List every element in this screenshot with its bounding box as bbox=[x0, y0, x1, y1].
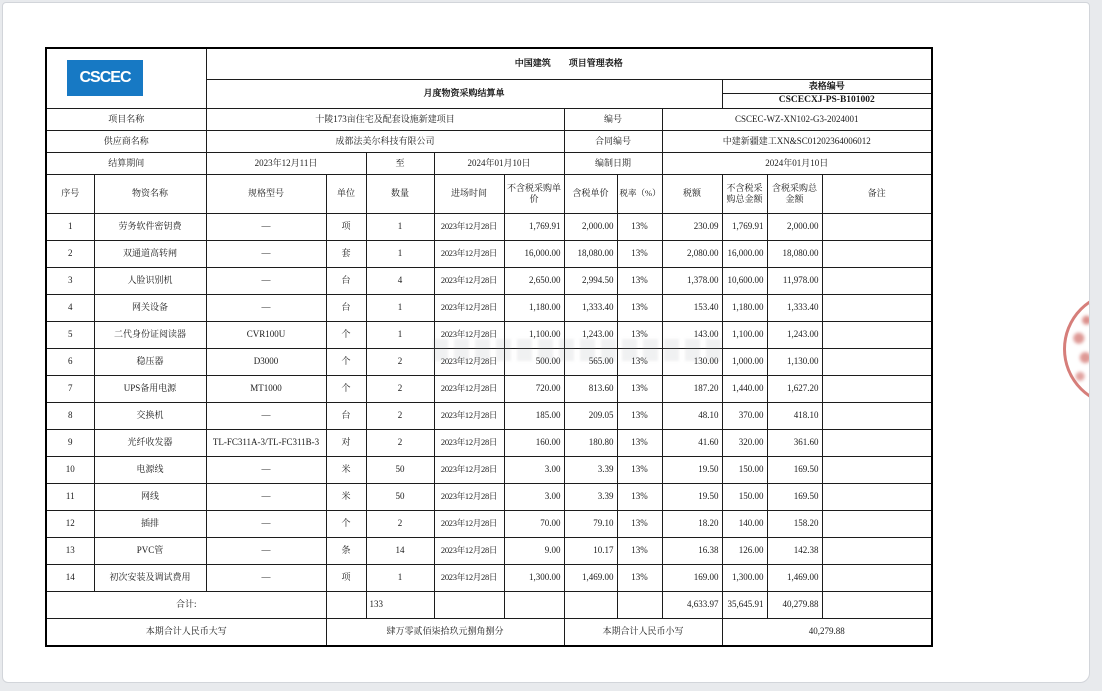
cell-seq: 4 bbox=[46, 294, 94, 321]
col-header-spec: 规格型号 bbox=[206, 174, 326, 213]
col-header-total-ex-tax: 不含税采购总金额 bbox=[722, 174, 767, 213]
cell-price-ex-tax: 1,180.00 bbox=[504, 294, 564, 321]
cell-price-inc-tax: 180.80 bbox=[564, 429, 617, 456]
cell-price-ex-tax: 16,000.00 bbox=[504, 240, 564, 267]
cell-tax-rate: 13% bbox=[617, 375, 662, 402]
cell-tax-rate: 13% bbox=[617, 240, 662, 267]
cell-qty: 2 bbox=[366, 402, 434, 429]
cell-date: 2023年12月28日 bbox=[434, 321, 504, 348]
cell-unit: 条 bbox=[326, 537, 366, 564]
cell-seq: 3 bbox=[46, 267, 94, 294]
cell-spec: — bbox=[206, 294, 326, 321]
cell-spec: TL-FC311A-3/TL-FC311B-3 bbox=[206, 429, 326, 456]
cell-total-ex-tax: 1,440.00 bbox=[722, 375, 767, 402]
cell-remark bbox=[822, 213, 932, 240]
cell-price-inc-tax: 3.39 bbox=[564, 483, 617, 510]
settlement-form-table bbox=[45, 47, 933, 647]
cell-spec: — bbox=[206, 267, 326, 294]
project-name-value: 十陵173亩住宅及配套设施新建项目 bbox=[206, 108, 564, 130]
cell-price-inc-tax: 2,994.50 bbox=[564, 267, 617, 294]
cell-tax-amount: 48.10 bbox=[662, 402, 722, 429]
form-number-value: CSCECXJ-PS-B101002 bbox=[778, 94, 875, 105]
cell-total-inc-tax: 418.10 bbox=[767, 402, 822, 429]
total-date-empty bbox=[434, 591, 504, 618]
prepared-date-label: 编制日期 bbox=[564, 152, 662, 174]
code-value: CSCEC-WZ-XN102-G3-2024001 bbox=[662, 108, 932, 130]
cell-qty: 2 bbox=[366, 429, 434, 456]
cell-name: 双通道高转闸 bbox=[94, 240, 206, 267]
cell-remark bbox=[822, 537, 932, 564]
cell-total-ex-tax: 10,600.00 bbox=[722, 267, 767, 294]
company-logo-cell bbox=[46, 48, 206, 108]
cell-tax-rate: 13% bbox=[617, 483, 662, 510]
cell-price-ex-tax: 500.00 bbox=[504, 348, 564, 375]
cell-name: PVC管 bbox=[94, 537, 206, 564]
cell-spec: — bbox=[206, 510, 326, 537]
cell-remark bbox=[822, 321, 932, 348]
cell-total-ex-tax: 1,000.00 bbox=[722, 348, 767, 375]
cell-price-ex-tax: 1,300.00 bbox=[504, 564, 564, 591]
cell-price-ex-tax: 720.00 bbox=[504, 375, 564, 402]
contract-no-label: 合同编号 bbox=[564, 130, 662, 152]
cell-seq: 13 bbox=[46, 537, 94, 564]
material-row bbox=[46, 564, 932, 591]
cell-total-ex-tax: 1,180.00 bbox=[722, 294, 767, 321]
cell-name: 网线 bbox=[94, 483, 206, 510]
cell-remark bbox=[822, 375, 932, 402]
cell-tax-rate: 13% bbox=[617, 294, 662, 321]
cell-tax-amount: 130.00 bbox=[662, 348, 722, 375]
cell-tax-rate: 13% bbox=[617, 429, 662, 456]
cell-total-inc-tax: 11,978.00 bbox=[767, 267, 822, 294]
cell-total-inc-tax: 361.60 bbox=[767, 429, 822, 456]
total-rate-empty bbox=[617, 591, 662, 618]
form-number-label: 表格编号 bbox=[723, 80, 932, 94]
cell-price-inc-tax: 79.10 bbox=[564, 510, 617, 537]
org-title: 中国建筑 项目管理表格 bbox=[206, 48, 932, 79]
cell-qty: 1 bbox=[366, 321, 434, 348]
cell-total-ex-tax: 1,300.00 bbox=[722, 564, 767, 591]
cell-name: 网关设备 bbox=[94, 294, 206, 321]
col-header-unit: 单位 bbox=[326, 174, 366, 213]
cell-seq: 8 bbox=[46, 402, 94, 429]
cell-date: 2023年12月28日 bbox=[434, 456, 504, 483]
col-header-price-inc-tax: 含税单价 bbox=[564, 174, 617, 213]
cell-price-ex-tax: 3.00 bbox=[504, 456, 564, 483]
amount-figures-label: 本期合计人民币小写 bbox=[564, 618, 722, 646]
cell-tax-amount: 19.50 bbox=[662, 483, 722, 510]
cell-seq: 9 bbox=[46, 429, 94, 456]
cell-price-inc-tax: 1,333.40 bbox=[564, 294, 617, 321]
prepared-date-value: 2024年01月10日 bbox=[662, 152, 932, 174]
red-seal-characters bbox=[1071, 313, 1090, 385]
cell-tax-rate: 13% bbox=[617, 402, 662, 429]
col-header-seq: 序号 bbox=[46, 174, 94, 213]
cell-unit: 对 bbox=[326, 429, 366, 456]
red-seal-stamp bbox=[1063, 291, 1090, 407]
cell-total-ex-tax: 1,100.00 bbox=[722, 321, 767, 348]
cell-date: 2023年12月28日 bbox=[434, 267, 504, 294]
cell-date: 2023年12月28日 bbox=[434, 537, 504, 564]
cell-price-inc-tax: 209.05 bbox=[564, 402, 617, 429]
total-tax-amount: 4,633.97 bbox=[662, 591, 722, 618]
cell-total-inc-tax: 158.20 bbox=[767, 510, 822, 537]
amount-words-row bbox=[46, 618, 932, 646]
cell-remark bbox=[822, 267, 932, 294]
cell-tax-rate: 13% bbox=[617, 537, 662, 564]
cell-total-inc-tax: 1,333.40 bbox=[767, 294, 822, 321]
col-header-qty: 数量 bbox=[366, 174, 434, 213]
project-name-label: 项目名称 bbox=[46, 108, 206, 130]
cell-tax-rate: 13% bbox=[617, 348, 662, 375]
cell-name: 劳务软件密钥费 bbox=[94, 213, 206, 240]
form-title: 月度物资采购结算单 bbox=[206, 79, 722, 108]
total-price-inc-empty bbox=[564, 591, 617, 618]
total-price-ex-empty bbox=[504, 591, 564, 618]
cell-qty: 50 bbox=[366, 483, 434, 510]
cell-name: 插排 bbox=[94, 510, 206, 537]
cell-price-ex-tax: 160.00 bbox=[504, 429, 564, 456]
cell-name: 人脸识别机 bbox=[94, 267, 206, 294]
cell-tax-amount: 16.38 bbox=[662, 537, 722, 564]
document-page bbox=[2, 2, 1090, 683]
cell-tax-rate: 13% bbox=[617, 267, 662, 294]
cell-spec: — bbox=[206, 240, 326, 267]
cscec-logo: CSCEC bbox=[67, 60, 143, 96]
cell-tax-rate: 13% bbox=[617, 213, 662, 240]
cell-unit: 个 bbox=[326, 321, 366, 348]
cell-unit: 台 bbox=[326, 267, 366, 294]
cell-price-inc-tax: 3.39 bbox=[564, 456, 617, 483]
cell-date: 2023年12月28日 bbox=[434, 564, 504, 591]
cell-name: 稳压器 bbox=[94, 348, 206, 375]
amount-figures-value: 40,279.88 bbox=[722, 618, 932, 646]
cell-tax-amount: 230.09 bbox=[662, 213, 722, 240]
cell-price-inc-tax: 10.17 bbox=[564, 537, 617, 564]
period-to-word: 至 bbox=[366, 152, 434, 174]
cell-unit: 项 bbox=[326, 213, 366, 240]
material-row bbox=[46, 375, 932, 402]
cell-tax-amount: 187.20 bbox=[662, 375, 722, 402]
supplier-value: 成都法美尔科技有限公司 bbox=[206, 130, 564, 152]
total-label: 合计: bbox=[46, 591, 326, 618]
cell-seq: 14 bbox=[46, 564, 94, 591]
cell-spec: — bbox=[206, 213, 326, 240]
cell-total-inc-tax: 169.50 bbox=[767, 483, 822, 510]
cell-qty: 1 bbox=[366, 213, 434, 240]
cell-spec: — bbox=[206, 537, 326, 564]
cell-seq: 12 bbox=[46, 510, 94, 537]
cell-qty: 14 bbox=[366, 537, 434, 564]
material-row bbox=[46, 348, 932, 375]
cell-remark bbox=[822, 402, 932, 429]
cell-name: 光纤收发器 bbox=[94, 429, 206, 456]
cell-remark bbox=[822, 429, 932, 456]
contract-no-value: 中建新疆建工XN&SC01202364006012 bbox=[662, 130, 932, 152]
cell-date: 2023年12月28日 bbox=[434, 240, 504, 267]
cell-total-ex-tax: 126.00 bbox=[722, 537, 767, 564]
cell-tax-rate: 13% bbox=[617, 456, 662, 483]
cell-remark bbox=[822, 483, 932, 510]
cell-price-ex-tax: 3.00 bbox=[504, 483, 564, 510]
cell-qty: 1 bbox=[366, 564, 434, 591]
cell-price-ex-tax: 2,650.00 bbox=[504, 267, 564, 294]
cell-name: 交换机 bbox=[94, 402, 206, 429]
cell-date: 2023年12月28日 bbox=[434, 375, 504, 402]
cell-total-ex-tax: 370.00 bbox=[722, 402, 767, 429]
cell-qty: 2 bbox=[366, 348, 434, 375]
total-unit-empty bbox=[326, 591, 366, 618]
cell-qty: 2 bbox=[366, 375, 434, 402]
cell-seq: 7 bbox=[46, 375, 94, 402]
cell-price-inc-tax: 1,469.00 bbox=[564, 564, 617, 591]
cell-tax-rate: 13% bbox=[617, 564, 662, 591]
cell-unit: 米 bbox=[326, 456, 366, 483]
total-row bbox=[46, 591, 932, 618]
cell-price-ex-tax: 9.00 bbox=[504, 537, 564, 564]
cell-unit: 个 bbox=[326, 348, 366, 375]
cell-qty: 1 bbox=[366, 240, 434, 267]
total-qty: 133 bbox=[366, 591, 434, 618]
cell-name: UPS备用电源 bbox=[94, 375, 206, 402]
cell-total-inc-tax: 169.50 bbox=[767, 456, 822, 483]
cell-name: 二代身份证阅读器 bbox=[94, 321, 206, 348]
code-label: 编号 bbox=[564, 108, 662, 130]
cell-price-inc-tax: 565.00 bbox=[564, 348, 617, 375]
cell-remark bbox=[822, 564, 932, 591]
cell-remark bbox=[822, 348, 932, 375]
cell-name: 初次安装及调试费用 bbox=[94, 564, 206, 591]
col-header-price-ex-tax: 不含税采购单价 bbox=[504, 174, 564, 213]
cell-spec: CVR100U bbox=[206, 321, 326, 348]
cell-date: 2023年12月28日 bbox=[434, 294, 504, 321]
cell-total-ex-tax: 150.00 bbox=[722, 483, 767, 510]
col-header-remark: 备注 bbox=[822, 174, 932, 213]
cell-spec: — bbox=[206, 483, 326, 510]
cell-unit: 个 bbox=[326, 375, 366, 402]
cell-date: 2023年12月28日 bbox=[434, 402, 504, 429]
amount-words-value: 肆万零贰佰柒拾玖元捌角捌分 bbox=[326, 618, 564, 646]
cell-total-ex-tax: 150.00 bbox=[722, 456, 767, 483]
cell-tax-amount: 2,080.00 bbox=[662, 240, 722, 267]
total-remark-empty bbox=[822, 591, 932, 618]
cell-unit: 米 bbox=[326, 483, 366, 510]
material-row bbox=[46, 510, 932, 537]
cell-total-ex-tax: 1,769.91 bbox=[722, 213, 767, 240]
material-row bbox=[46, 213, 932, 240]
cell-date: 2023年12月28日 bbox=[434, 483, 504, 510]
col-header-name: 物资名称 bbox=[94, 174, 206, 213]
cell-tax-amount: 169.00 bbox=[662, 564, 722, 591]
cell-tax-rate: 13% bbox=[617, 321, 662, 348]
cell-tax-amount: 19.50 bbox=[662, 456, 722, 483]
period-from: 2023年12月11日 bbox=[206, 152, 366, 174]
cell-date: 2023年12月28日 bbox=[434, 348, 504, 375]
form-number-box bbox=[722, 79, 932, 108]
material-row bbox=[46, 321, 932, 348]
cell-seq: 5 bbox=[46, 321, 94, 348]
cell-total-inc-tax: 18,080.00 bbox=[767, 240, 822, 267]
cell-tax-amount: 18.20 bbox=[662, 510, 722, 537]
cell-qty: 1 bbox=[366, 294, 434, 321]
cell-spec: MT1000 bbox=[206, 375, 326, 402]
cell-total-inc-tax: 1,469.00 bbox=[767, 564, 822, 591]
cell-total-ex-tax: 140.00 bbox=[722, 510, 767, 537]
cell-spec: — bbox=[206, 456, 326, 483]
col-header-tax-amount: 税额 bbox=[662, 174, 722, 213]
cell-price-ex-tax: 70.00 bbox=[504, 510, 564, 537]
material-row bbox=[46, 240, 932, 267]
cell-unit: 台 bbox=[326, 294, 366, 321]
cell-price-ex-tax: 1,100.00 bbox=[504, 321, 564, 348]
cell-qty: 4 bbox=[366, 267, 434, 294]
cell-remark bbox=[822, 240, 932, 267]
col-header-date: 进场时间 bbox=[434, 174, 504, 213]
cell-date: 2023年12月28日 bbox=[434, 429, 504, 456]
cell-name: 电源线 bbox=[94, 456, 206, 483]
cell-price-inc-tax: 1,243.00 bbox=[564, 321, 617, 348]
col-header-total-inc-tax: 含税采购总金额 bbox=[767, 174, 822, 213]
cell-date: 2023年12月28日 bbox=[434, 510, 504, 537]
cell-unit: 套 bbox=[326, 240, 366, 267]
material-row bbox=[46, 483, 932, 510]
cell-total-inc-tax: 1,627.20 bbox=[767, 375, 822, 402]
cell-unit: 个 bbox=[326, 510, 366, 537]
total-inc-tax: 40,279.88 bbox=[767, 591, 822, 618]
cell-seq: 2 bbox=[46, 240, 94, 267]
supplier-label: 供应商名称 bbox=[46, 130, 206, 152]
material-row bbox=[46, 402, 932, 429]
material-row bbox=[46, 267, 932, 294]
total-ex-tax: 35,645.91 bbox=[722, 591, 767, 618]
cell-total-inc-tax: 1,130.00 bbox=[767, 348, 822, 375]
col-header-tax-rate: 税率（%） bbox=[617, 174, 662, 213]
cell-total-inc-tax: 142.38 bbox=[767, 537, 822, 564]
cell-spec: D3000 bbox=[206, 348, 326, 375]
cell-remark bbox=[822, 510, 932, 537]
period-to: 2024年01月10日 bbox=[434, 152, 564, 174]
cell-total-inc-tax: 1,243.00 bbox=[767, 321, 822, 348]
cell-tax-rate: 13% bbox=[617, 510, 662, 537]
cell-spec: — bbox=[206, 564, 326, 591]
cell-tax-amount: 143.00 bbox=[662, 321, 722, 348]
amount-words-label: 本期合计人民币大写 bbox=[46, 618, 326, 646]
cell-price-ex-tax: 185.00 bbox=[504, 402, 564, 429]
cell-total-inc-tax: 2,000.00 bbox=[767, 213, 822, 240]
cell-tax-amount: 153.40 bbox=[662, 294, 722, 321]
cell-seq: 1 bbox=[46, 213, 94, 240]
cell-unit: 台 bbox=[326, 402, 366, 429]
period-label: 结算期间 bbox=[46, 152, 206, 174]
cell-remark bbox=[822, 456, 932, 483]
material-row bbox=[46, 537, 932, 564]
material-row bbox=[46, 429, 932, 456]
cell-price-inc-tax: 18,080.00 bbox=[564, 240, 617, 267]
cell-price-inc-tax: 2,000.00 bbox=[564, 213, 617, 240]
cell-date: 2023年12月28日 bbox=[434, 213, 504, 240]
cell-price-ex-tax: 1,769.91 bbox=[504, 213, 564, 240]
cell-qty: 50 bbox=[366, 456, 434, 483]
material-row bbox=[46, 456, 932, 483]
cell-total-ex-tax: 320.00 bbox=[722, 429, 767, 456]
cell-unit: 项 bbox=[326, 564, 366, 591]
cell-spec: — bbox=[206, 402, 326, 429]
cell-qty: 2 bbox=[366, 510, 434, 537]
cell-tax-amount: 1,378.00 bbox=[662, 267, 722, 294]
cell-total-ex-tax: 16,000.00 bbox=[722, 240, 767, 267]
column-header-row bbox=[46, 174, 932, 213]
cell-seq: 6 bbox=[46, 348, 94, 375]
cell-remark bbox=[822, 294, 932, 321]
cell-seq: 11 bbox=[46, 483, 94, 510]
cell-seq: 10 bbox=[46, 456, 94, 483]
material-row bbox=[46, 294, 932, 321]
cell-price-inc-tax: 813.60 bbox=[564, 375, 617, 402]
cell-tax-amount: 41.60 bbox=[662, 429, 722, 456]
